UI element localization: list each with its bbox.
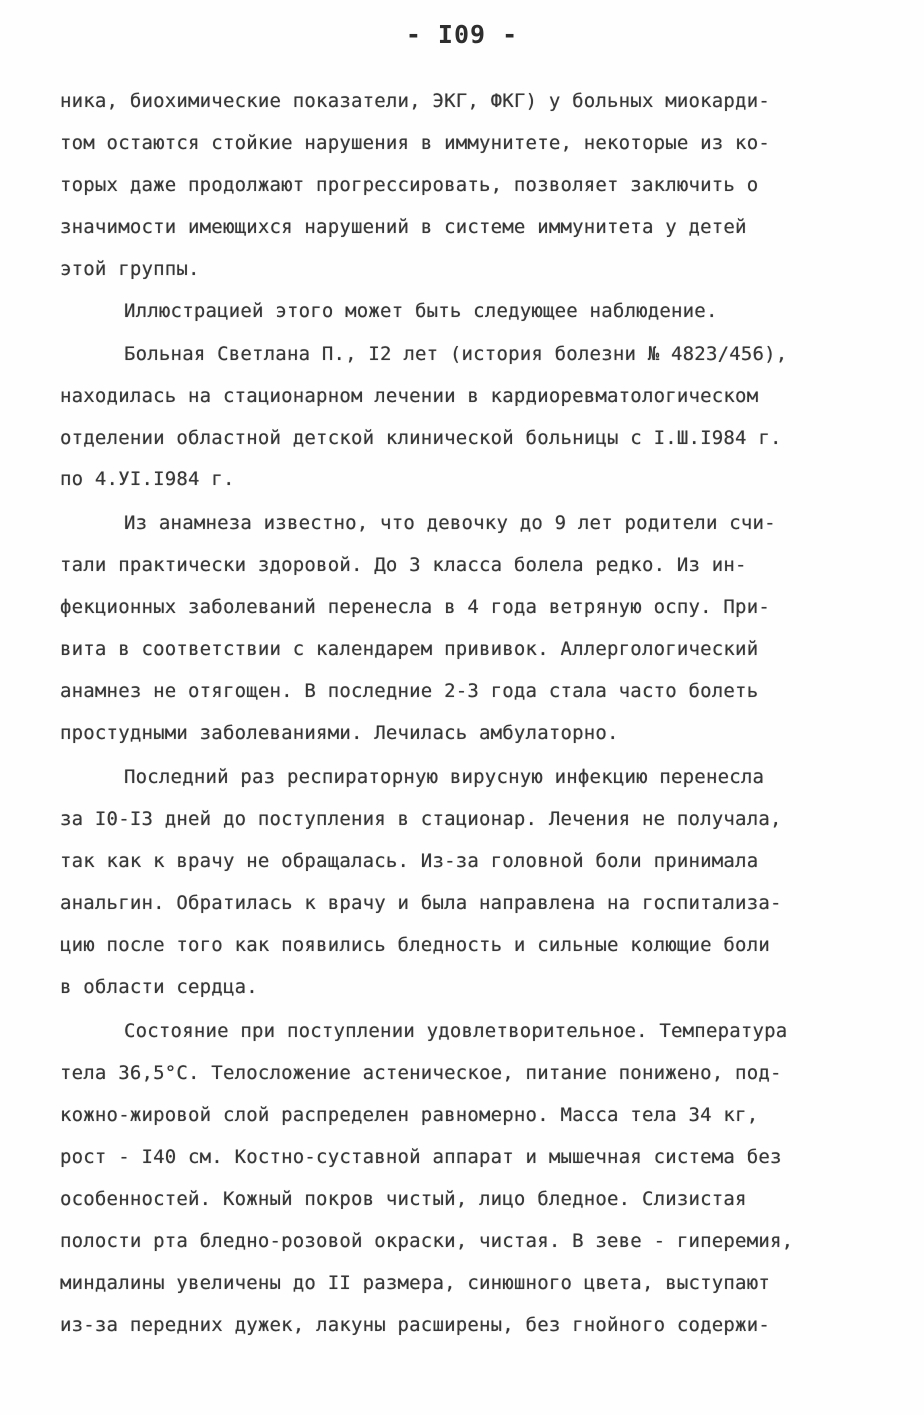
text-line: по 4.УI.I984 г.	[60, 468, 235, 490]
text-line: тела 36,5°С. Телосложение астеническое, питание понижено, под-	[60, 1062, 782, 1084]
text-line: Больная Светлана П., I2 лет (история болезни № 4823/456),	[124, 343, 788, 365]
text-line: в области сердца.	[60, 976, 258, 998]
text-line: том остаются стойкие нарушения в иммунитете, некоторые из ко-	[60, 132, 770, 154]
text-line: Из анамнеза известно, что девочку до 9 лет родители счи-	[124, 512, 776, 534]
text-line: анамнез не отягощен. В последние 2-3 года стала часто болеть	[60, 680, 759, 702]
text-line: тали практически здоровой. До 3 класса болела редко. Из ин-	[60, 554, 747, 576]
text-line: Иллюстрацией этого может быть следующее наблюдение.	[124, 300, 718, 322]
text-line: за I0-I3 дней до поступления в стационар. Лечения не получала,	[60, 808, 782, 830]
text-line: отделении областной детской клинической больницы с I.Ш.I984 г.	[60, 427, 782, 449]
text-line: Последний раз респираторную вирусную инфекцию перенесла	[124, 766, 765, 788]
text-line: этой группы.	[60, 258, 200, 280]
text-line: полости рта бледно-розовой окраски, чистая. В зеве - гиперемия,	[60, 1230, 794, 1252]
text-line: ника, биохимические показатели, ЭКГ, ФКГ) у больных миокарди-	[60, 90, 770, 112]
page-number: - I09 -	[405, 20, 519, 49]
text-line: миндалины увеличены до II размера, синюшного цвета, выступают	[60, 1272, 770, 1294]
text-line: цию после того как появились бледность и сильные колющие боли	[60, 934, 770, 956]
text-line: находилась на стационарном лечении в кардиоревматологическом	[60, 385, 759, 407]
text-line: Состояние при поступлении удовлетворительное. Температура	[124, 1020, 788, 1042]
text-line: так как к врачу не обращалась. Из-за головной боли принимала	[60, 850, 759, 872]
text-line: торых даже продолжают прогрессировать, позволяет заключить о	[60, 174, 759, 196]
text-line: кожно-жировой слой распределен равномерно. Масса тела 34 кг,	[60, 1104, 759, 1126]
text-line: фекционных заболеваний перенесла в 4 года ветряную оспу. При-	[60, 596, 770, 618]
text-line: анальгин. Обратилась к врачу и была направлена на госпитализа-	[60, 892, 782, 914]
text-line: значимости имеющихся нарушений в системе иммунитета у детей	[60, 216, 747, 238]
text-line: особенностей. Кожный покров чистый, лицо бледное. Слизистая	[60, 1188, 747, 1210]
text-line: простудными заболеваниями. Лечилась амбулаторно.	[60, 722, 619, 744]
text-line: рост - I40 см. Костно-суставной аппарат и мышечная система без	[60, 1146, 782, 1168]
text-line: вита в соответствии с календарем прививок. Аллергологический	[60, 638, 759, 660]
text-line: из-за передних дужек, лакуны расширены, без гнойного содержи-	[60, 1314, 770, 1336]
